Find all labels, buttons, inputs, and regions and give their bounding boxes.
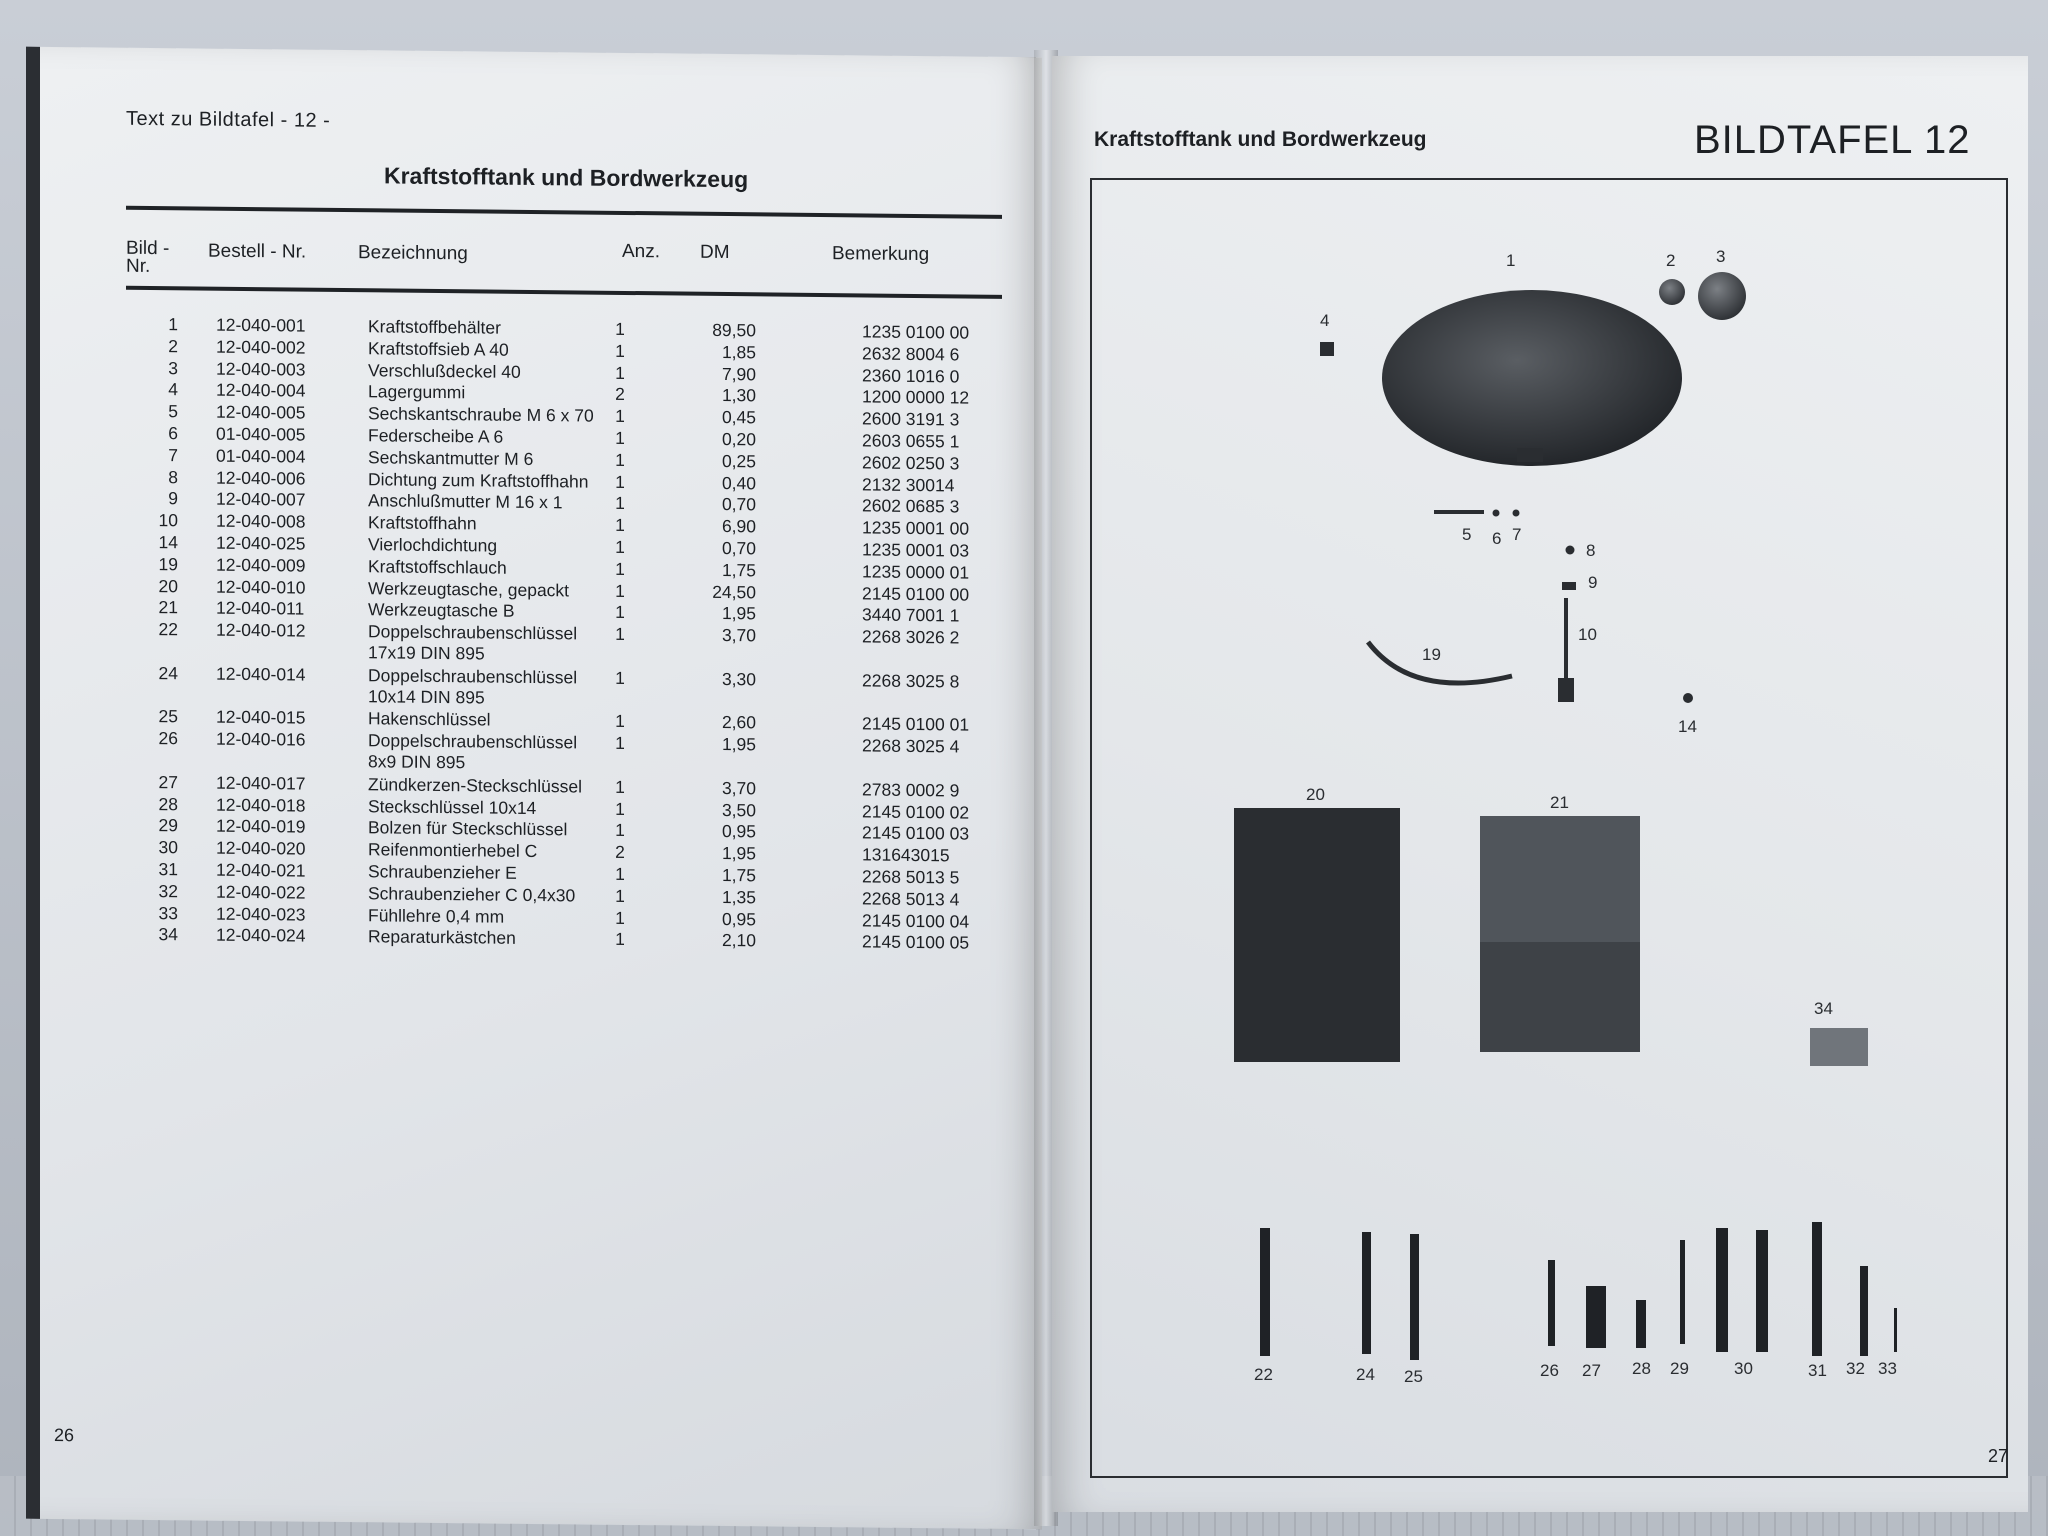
- bild-number: 2: [168, 335, 178, 357]
- designation-line2: 17x19 DIN 895: [368, 642, 485, 664]
- price-dm: 3,70: [721, 625, 756, 646]
- designation: Werkzeugtasche B: [368, 599, 515, 622]
- price-dm: 6,90: [721, 516, 756, 537]
- bild-number: 25: [158, 706, 178, 727]
- order-number: 12-040-011: [216, 598, 305, 619]
- remark: 3440 7001 1: [862, 604, 960, 626]
- quantity: 1: [615, 798, 625, 819]
- order-number: 12-040-020: [216, 837, 306, 859]
- plate-title: BILDTAFEL 12: [1694, 118, 1971, 162]
- quantity: 1: [615, 863, 625, 884]
- union-nut-drawing: [1562, 582, 1576, 590]
- quantity: 1: [615, 667, 625, 688]
- feeler-gauge-drawing: [1894, 1308, 1897, 1352]
- price-dm: 0,95: [721, 908, 756, 929]
- fuel-tap-body-drawing: [1558, 678, 1574, 702]
- wrench-10x14-drawing: [1362, 1232, 1371, 1354]
- callout-3: 3: [1716, 247, 1726, 266]
- bild-number: 1: [168, 314, 178, 335]
- quantity: 2: [615, 384, 625, 405]
- quantity: 1: [615, 318, 625, 339]
- price-dm: 0,95: [721, 821, 756, 842]
- bild-number: 32: [158, 880, 178, 901]
- screwdriver-c-drawing: [1860, 1266, 1868, 1356]
- designation: Hakenschlüssel: [368, 708, 491, 730]
- tommy-bar-drawing: [1680, 1240, 1685, 1344]
- fuel-tap-mount-drawing: [1517, 448, 1543, 462]
- callout-4: 4: [1320, 311, 1330, 330]
- four-hole-gasket-drawing: [1683, 693, 1693, 703]
- header-rule-top: [126, 206, 1002, 219]
- order-number: 12-040-009: [216, 554, 306, 576]
- designation: Werkzeugtasche, gepackt: [368, 577, 570, 600]
- quantity: 1: [615, 471, 625, 492]
- designation: Reparaturkästchen: [368, 926, 516, 949]
- designation: Fühllehre 0,4 mm: [368, 904, 505, 927]
- remark: 2602 0685 3: [862, 495, 960, 517]
- filler-cap-drawing: [1698, 272, 1746, 320]
- parts-illustration: [1092, 180, 2009, 1476]
- bild-number: 10: [158, 510, 178, 531]
- callout-10: 10: [1578, 625, 1597, 644]
- quantity: 1: [615, 624, 625, 645]
- callout-25: 25: [1404, 1367, 1423, 1386]
- callout-27: 27: [1582, 1361, 1601, 1380]
- remark: 2145 0100 00: [862, 582, 970, 605]
- order-number: 12-040-010: [216, 576, 306, 598]
- col-header-bestell: Bestell - Nr.: [208, 240, 307, 263]
- callout-24: 24: [1356, 1365, 1375, 1384]
- price-dm: 0,20: [721, 428, 756, 450]
- page-number-right: 27: [1988, 1446, 2009, 1466]
- price-dm: 0,45: [721, 407, 756, 428]
- designation: Doppelschraubenschlüssel: [368, 621, 578, 644]
- tool-bag-packed-drawing: [1234, 808, 1400, 1062]
- designation: Steckschlüssel 10x14: [368, 795, 537, 818]
- designation: Sechskantmutter M 6: [368, 447, 534, 469]
- order-number: 12-040-022: [216, 881, 306, 903]
- quantity: 1: [615, 449, 625, 470]
- price-dm: 1,35: [721, 886, 756, 908]
- callout-32: 32: [1846, 1359, 1865, 1378]
- remark: 2603 0655 1: [862, 430, 960, 452]
- bild-number: 5: [168, 401, 178, 422]
- designation: Schraubenzieher C 0,4x30: [368, 882, 576, 906]
- callout-22: 22: [1254, 1365, 1273, 1384]
- callout-31: 31: [1808, 1361, 1827, 1380]
- price-dm: 1,75: [721, 864, 756, 886]
- callout-19: 19: [1422, 645, 1441, 664]
- designation-line2: 10x14 DIN 895: [368, 686, 485, 708]
- callout-21: 21: [1550, 793, 1569, 812]
- callout-28: 28: [1632, 1359, 1651, 1378]
- remark: 2145 0100 05: [862, 931, 970, 953]
- parts-table: [110, 314, 1010, 956]
- header-rule-bottom: [126, 286, 1002, 299]
- right-page: [1052, 56, 2028, 1512]
- designation: Schraubenzieher E: [368, 861, 517, 883]
- remark: 2268 5013 5: [862, 866, 960, 888]
- remark: 2132 30014: [862, 474, 955, 495]
- bild-number: 7: [168, 444, 178, 466]
- price-dm: 0,70: [721, 494, 756, 515]
- bild-number: 28: [158, 793, 178, 814]
- designation: Verschlußdeckel 40: [368, 359, 521, 382]
- repair-kit-drawing: [1810, 1028, 1868, 1066]
- designation: Doppelschraubenschlüssel: [368, 730, 578, 753]
- callout-33: 33: [1878, 1359, 1897, 1378]
- bild-number: 3: [168, 357, 178, 378]
- quantity: 1: [615, 558, 625, 579]
- price-dm: 89,50: [712, 319, 756, 341]
- col-header-bemerkung: Bemerkung: [832, 243, 930, 266]
- tire-lever-1-drawing: [1716, 1228, 1728, 1352]
- order-number: 12-040-002: [216, 336, 306, 358]
- order-number: 12-040-015: [216, 707, 306, 728]
- price-dm: 24,50: [712, 581, 756, 602]
- bild-number: 31: [158, 858, 178, 880]
- quantity: 1: [615, 362, 625, 383]
- order-number: 12-040-007: [216, 489, 306, 510]
- wrench-8x9-drawing: [1548, 1260, 1555, 1346]
- price-dm: 2,60: [721, 712, 756, 733]
- remark: 2268 5013 4: [862, 888, 960, 910]
- remark: 2268 3026 2: [862, 626, 960, 648]
- bild-number: 4: [168, 379, 178, 400]
- col-header-anz: Anz.: [622, 240, 661, 263]
- designation: Kraftstoffsieb A 40: [368, 338, 509, 360]
- designation: Sechskantschraube M 6 x 70: [368, 403, 594, 426]
- bild-number: 27: [158, 771, 178, 793]
- price-dm: 1,95: [721, 603, 756, 624]
- hook-wrench-drawing: [1410, 1234, 1419, 1360]
- price-dm: 0,70: [721, 537, 756, 559]
- tool-bag-bottom-drawing: [1480, 942, 1640, 1052]
- screwdriver-e-drawing: [1812, 1222, 1822, 1356]
- hex-nut-drawing: [1513, 510, 1520, 517]
- designation: Vierlochdichtung: [368, 534, 498, 556]
- designation: Kraftstoffbehälter: [368, 316, 501, 338]
- designation: Federscheibe A 6: [368, 425, 504, 447]
- bild-number: 19: [158, 553, 178, 575]
- plate-section-title: Kraftstofftank und Bordwerkzeug: [1094, 128, 1427, 151]
- designation: Anschlußmutter M 16 x 1: [368, 490, 563, 513]
- quantity: 1: [615, 929, 625, 950]
- designation: Lagergummi: [368, 381, 466, 403]
- bild-number: 6: [168, 423, 178, 444]
- quantity: 2: [615, 841, 625, 863]
- col-header-bild: Bild - Nr.: [126, 237, 170, 277]
- quantity: 1: [615, 406, 625, 427]
- order-number: 12-040-001: [216, 314, 306, 336]
- price-dm: 1,95: [721, 734, 756, 755]
- price-dm: 0,40: [721, 472, 756, 493]
- bild-number: 8: [168, 466, 178, 487]
- order-number: 12-040-016: [216, 728, 306, 750]
- quantity: 1: [615, 776, 625, 797]
- price-dm: 1,95: [721, 843, 756, 864]
- designation: Zündkerzen-Steckschlüssel: [368, 773, 582, 797]
- quantity: 1: [615, 885, 625, 906]
- remark: 2268 3025 8: [862, 670, 960, 692]
- order-number: 12-040-006: [216, 467, 306, 489]
- quantity: 1: [615, 580, 625, 601]
- callout-1: 1: [1506, 251, 1516, 270]
- quantity: 1: [615, 907, 625, 928]
- order-number: 12-040-024: [216, 924, 306, 946]
- remark: 2145 0100 02: [862, 800, 970, 823]
- order-number: 12-040-021: [216, 859, 306, 881]
- callout-14: 14: [1678, 717, 1697, 736]
- order-number: 01-040-005: [216, 423, 306, 445]
- bild-number: 29: [158, 815, 178, 836]
- callout-34: 34: [1814, 999, 1833, 1018]
- quantity: 1: [615, 732, 625, 754]
- quantity: 1: [615, 340, 625, 361]
- remark: 2268 3025 4: [862, 735, 960, 757]
- remark: 2632 8004 6: [862, 343, 960, 365]
- callout-29: 29: [1670, 1359, 1689, 1378]
- callout-5: 5: [1462, 525, 1472, 544]
- quantity: 1: [615, 602, 625, 623]
- remark: 131643015: [862, 844, 950, 866]
- designation-line2: 8x9 DIN 895: [368, 751, 466, 773]
- bild-number: 14: [158, 532, 178, 553]
- quantity: 1: [615, 427, 625, 448]
- bild-number: 24: [158, 662, 178, 684]
- rubber-mount-drawing: [1320, 342, 1334, 356]
- designation: Reifenmontierhebel C: [368, 839, 538, 862]
- quantity: 1: [615, 536, 625, 557]
- left-page: [26, 47, 1042, 1530]
- quantity: 1: [615, 820, 625, 841]
- designation: Doppelschraubenschlüssel: [368, 665, 578, 688]
- callout-26: 26: [1540, 1361, 1559, 1380]
- designation: Bolzen für Steckschlüssel: [368, 817, 568, 840]
- quantity: 1: [615, 711, 625, 732]
- price-dm: 1,85: [721, 341, 756, 363]
- bild-number: 20: [158, 575, 178, 596]
- designation: Kraftstoffhahn: [368, 512, 477, 534]
- gasket-drawing: [1566, 546, 1575, 555]
- callout-7: 7: [1512, 525, 1522, 544]
- order-number: 12-040-004: [216, 380, 306, 401]
- running-head: Text zu Bildtafel - 12 -: [126, 107, 331, 132]
- order-number: 01-040-004: [216, 445, 306, 467]
- tire-lever-2-drawing: [1756, 1230, 1768, 1352]
- illustration-frame: [1090, 178, 2008, 1478]
- price-dm: 7,90: [721, 363, 756, 384]
- price-dm: 3,30: [721, 668, 756, 690]
- bild-number: 22: [158, 619, 178, 640]
- spark-plug-wrench-drawing: [1586, 1286, 1606, 1348]
- remark: 2783 0002 9: [862, 779, 960, 801]
- callout-8: 8: [1586, 541, 1596, 560]
- remark: 1235 0000 01: [862, 561, 970, 583]
- order-number: 12-040-003: [216, 358, 306, 380]
- col-header-bezeichnung: Bezeichnung: [358, 242, 468, 265]
- order-number: 12-040-008: [216, 510, 306, 532]
- bild-number: 21: [158, 597, 178, 618]
- price-dm: 1,75: [721, 559, 756, 581]
- section-title: Kraftstofftank und Bordwerkzeug: [384, 162, 749, 193]
- callout-20: 20: [1306, 785, 1325, 804]
- fuel-tank-drawing: [1382, 290, 1682, 466]
- order-number: 12-040-025: [216, 532, 306, 554]
- col-header-dm: DM: [700, 241, 730, 264]
- order-number: 12-040-023: [216, 903, 306, 925]
- price-dm: 0,25: [721, 450, 756, 472]
- bild-number: 9: [168, 488, 178, 509]
- callout-2: 2: [1666, 251, 1676, 270]
- remark: 2145 0100 04: [862, 909, 970, 932]
- bild-number: 34: [158, 924, 178, 945]
- spring-washer-drawing: [1493, 510, 1500, 517]
- remark: 2360 1016 0: [862, 365, 960, 387]
- callout-9: 9: [1588, 573, 1598, 592]
- order-number: 12-040-012: [216, 619, 306, 641]
- bild-number: 33: [158, 902, 178, 923]
- callout-6: 6: [1492, 529, 1502, 548]
- callout-30: 30: [1734, 1359, 1753, 1378]
- bild-number: 30: [158, 837, 178, 858]
- socket-wrench-drawing: [1636, 1300, 1646, 1348]
- quantity: 1: [615, 515, 625, 536]
- quantity: 1: [615, 493, 625, 514]
- remark: 1235 0100 00: [862, 321, 970, 343]
- remark: 2602 0250 3: [862, 452, 960, 474]
- remark: 2145 0100 01: [862, 713, 970, 735]
- price-dm: 2,10: [721, 930, 756, 951]
- designation: Dichtung zum Kraftstoffhahn: [368, 468, 589, 492]
- wrench-17x19-drawing: [1260, 1228, 1270, 1356]
- order-number: 12-040-014: [216, 663, 306, 685]
- price-dm: 3,70: [721, 777, 756, 799]
- remark: 2600 3191 3: [862, 408, 960, 430]
- order-number: 12-040-019: [216, 815, 306, 837]
- order-number: 12-040-005: [216, 401, 306, 423]
- price-dm: 1,30: [721, 385, 756, 406]
- page-number-left: 26: [54, 1424, 75, 1446]
- remark: 1200 0000 12: [862, 386, 970, 408]
- bild-number: 26: [158, 728, 178, 749]
- order-number: 12-040-018: [216, 794, 306, 816]
- remark: 2145 0100 03: [862, 822, 970, 844]
- price-dm: 3,50: [721, 799, 756, 820]
- remark: 1235 0001 00: [862, 517, 970, 539]
- designation: Kraftstoffschlauch: [368, 556, 507, 578]
- order-number: 12-040-017: [216, 772, 306, 794]
- fuel-strainer-drawing: [1659, 279, 1685, 305]
- remark: 1235 0001 03: [862, 539, 970, 561]
